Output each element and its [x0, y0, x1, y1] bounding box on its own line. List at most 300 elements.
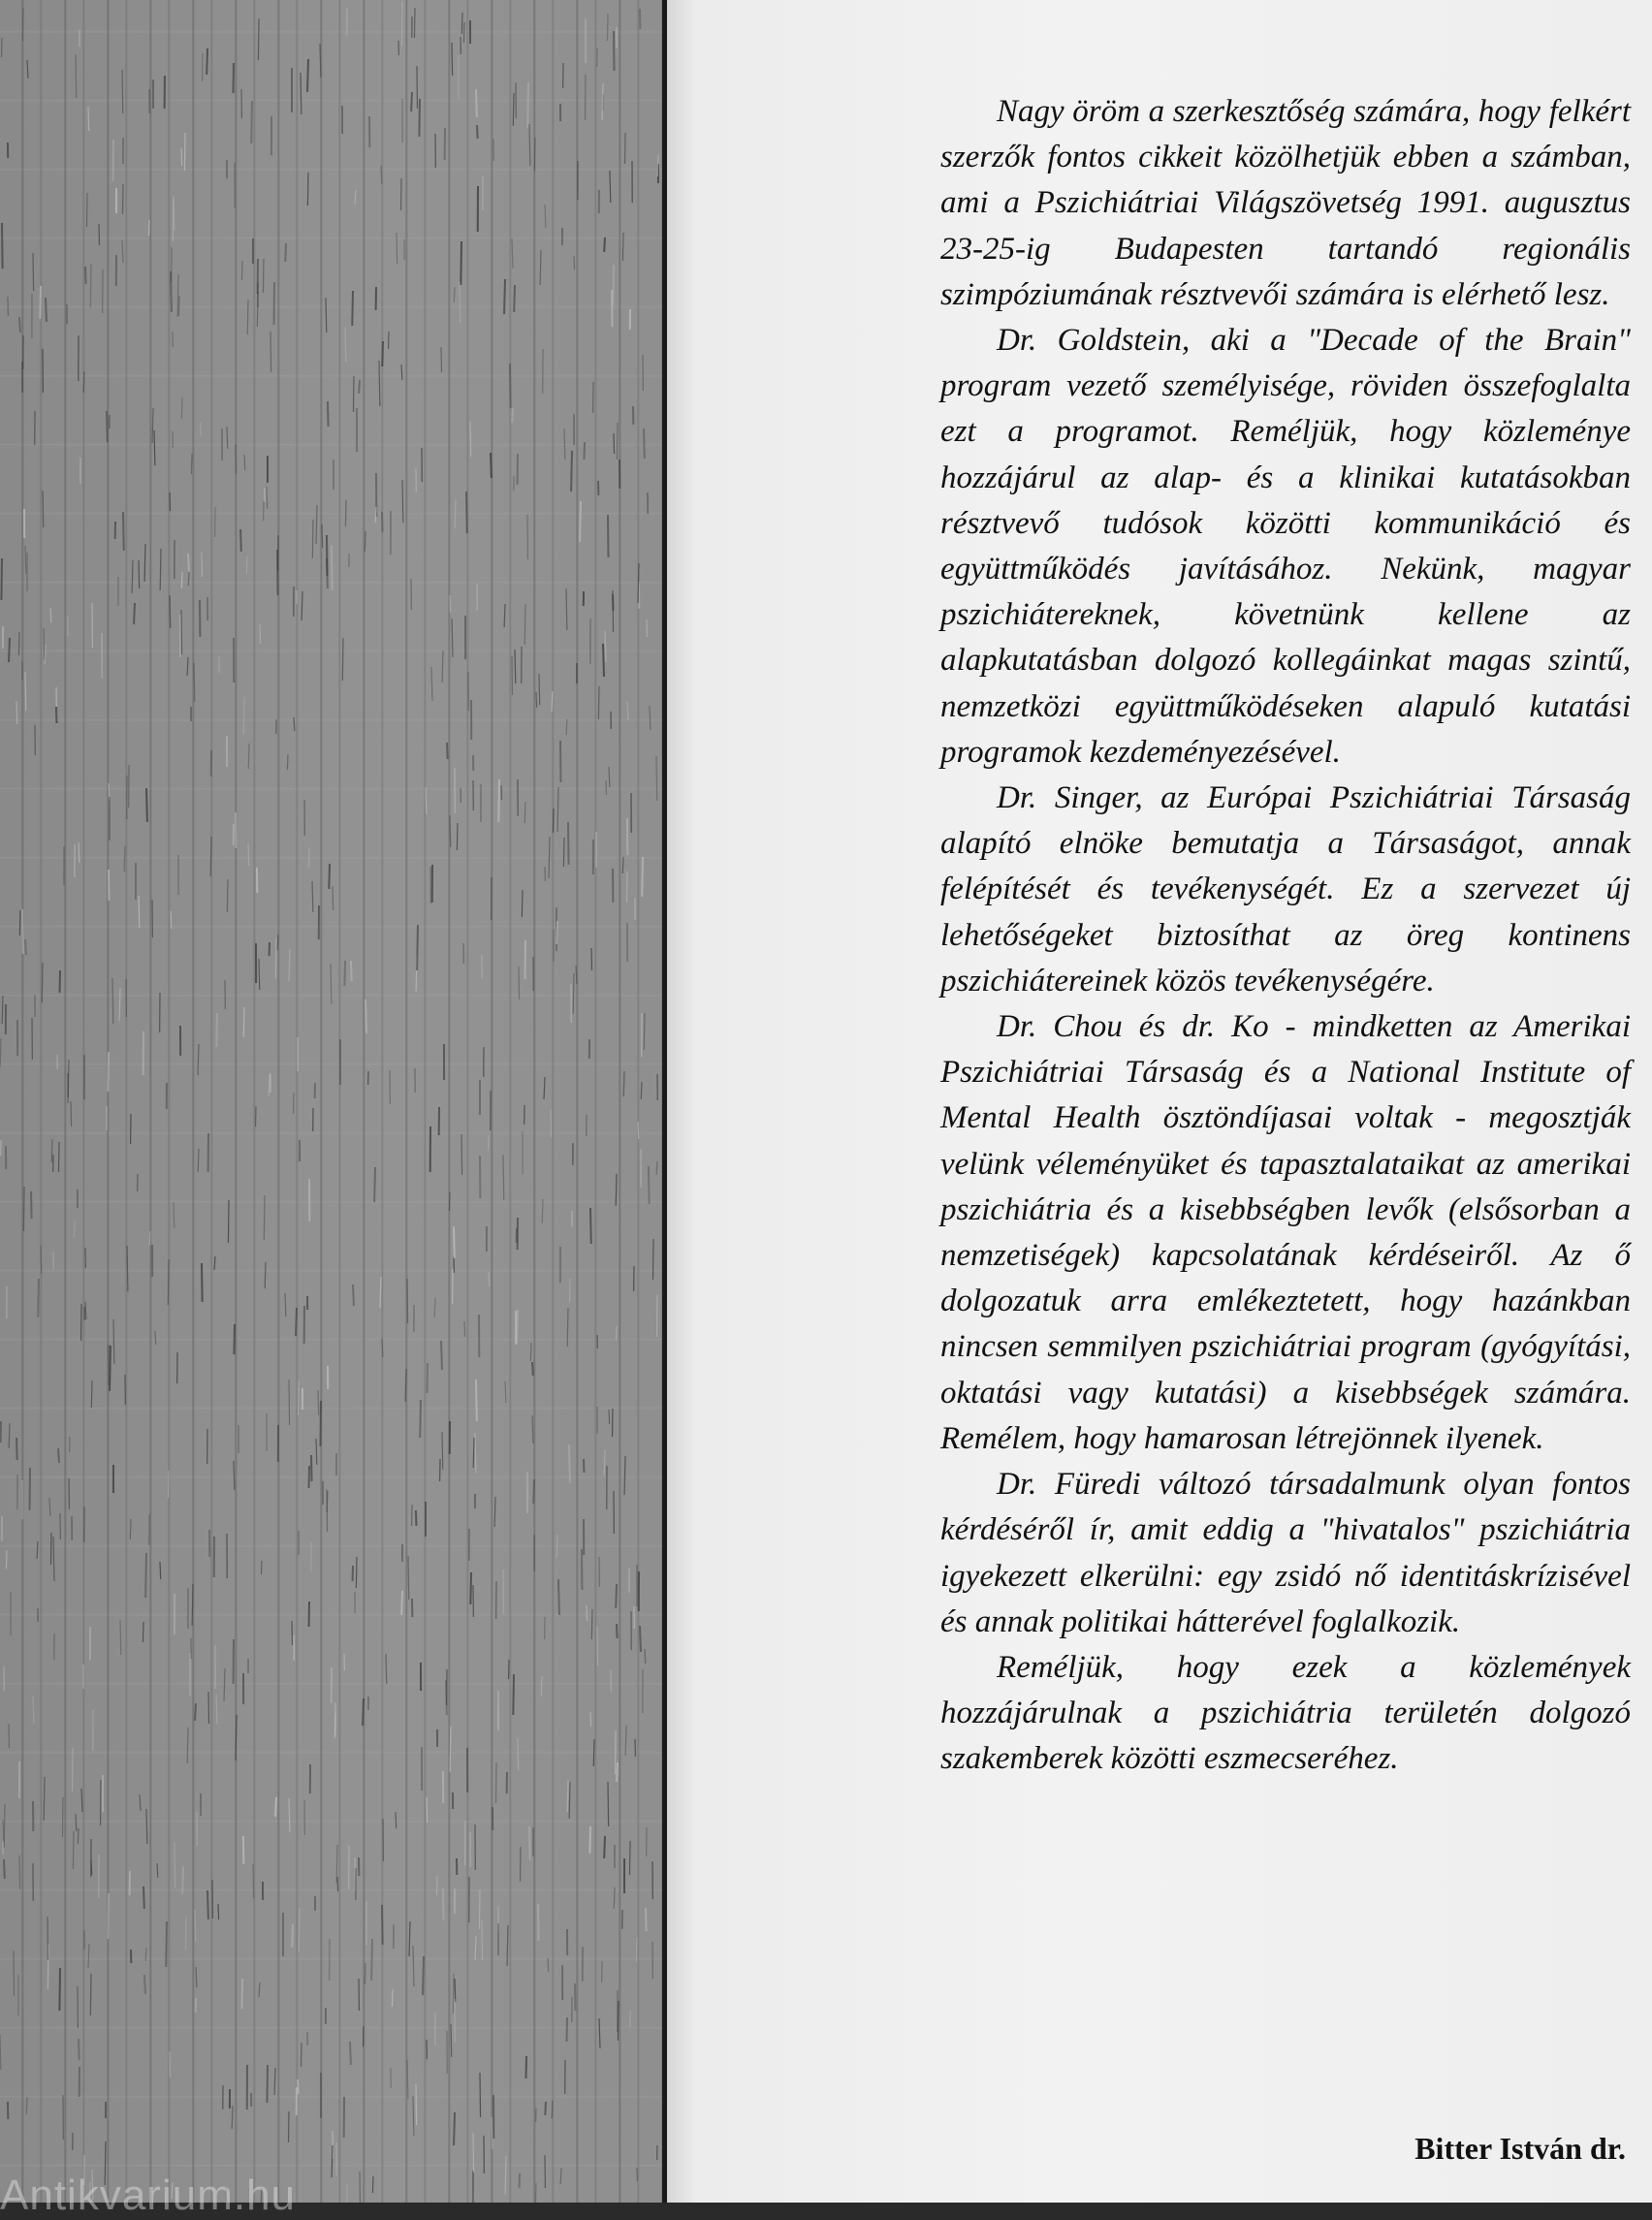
grain-streak: [470, 422, 471, 457]
grain-streak: [504, 604, 505, 627]
grain-streak: [244, 455, 245, 470]
grain-streak: [371, 1939, 372, 1981]
grain-streak: [396, 1812, 397, 1828]
grain-streak: [641, 1082, 642, 1099]
grain-streak: [270, 332, 271, 372]
grain-streak: [257, 292, 258, 327]
grain-streak: [539, 674, 540, 705]
paragraph-4: Dr. Chou és dr. Ko - mindketten az Amerikai Pszichiátriai Társaság és a National Institute of Mental Health ösztöndíjasai voltak - megosztják velünk véleményüket és tapasztalataikat az amerikai pszichiátria és a kisebbségben levők (elsősorban a nemzetiségek) kapcsolatának kérdéseiről. Az ő dolgozatuk arra emlékeztetett, hogy hazánkban nincsen semmilyen pszichiátriai program (gyógyítási, oktatási vagy kutatási) a kisebbségek számára. Remélem, hogy hamarosan létrejönnek ilyenek.: [940, 1004, 1631, 1462]
grain-streak: [402, 480, 403, 523]
grain-streak: [18, 632, 19, 655]
grain-streak: [33, 1696, 34, 1724]
grain-streak: [326, 298, 327, 333]
grain-streak: [622, 233, 623, 261]
grain-streak: [504, 279, 505, 314]
grain-streak: [491, 453, 492, 478]
grain-streak: [356, 1557, 357, 1588]
grain-streak: [327, 1489, 328, 1532]
grain-streak: [645, 1649, 646, 1664]
grain-streak: [267, 487, 268, 509]
grain-streak: [227, 879, 228, 912]
grain-streak: [503, 1155, 504, 1200]
grain-streak: [182, 1866, 183, 1894]
grain-streak: [566, 719, 567, 735]
grain-streak: [623, 1071, 624, 1096]
grain-streak: [248, 843, 249, 866]
grain-streak: [83, 371, 84, 393]
grain-streak: [450, 1727, 451, 1772]
grain-streak: [243, 697, 244, 735]
grain-streak: [289, 1798, 290, 1832]
grain-streak: [353, 376, 354, 412]
grain-streak: [608, 1782, 609, 1826]
grain-streak: [210, 837, 211, 876]
grain-streak: [589, 1826, 590, 1854]
grain-streak: [603, 644, 604, 677]
grain-streak: [470, 1572, 471, 1604]
grain-streak: [25, 546, 26, 574]
grain-streak: [19, 910, 20, 936]
grain-streak: [227, 427, 228, 449]
grain-streak: [518, 1738, 519, 1770]
grain-streak: [40, 286, 41, 319]
grain-streak: [51, 1139, 52, 1162]
grain-streak: [513, 1674, 514, 1715]
grain-streak: [145, 1948, 146, 1961]
grain-streak: [417, 925, 418, 970]
grain-streak: [656, 756, 657, 801]
grain-streak: [414, 8, 415, 38]
paragraph-3: Dr. Singer, az Európai Pszichiátriai Társaság alapító elnöke bemutatja a Társaságot, annak felépítését és tevékenységét. Ez a szervezet új lehetőségeket biztosíthat az öreg kontinens pszichiátereinek közös tevékenységére.: [940, 776, 1631, 1004]
grain-streak: [145, 1553, 146, 1598]
grain-streak: [455, 499, 456, 528]
grain-streak: [538, 1904, 539, 1941]
grain-streak: [76, 1814, 77, 1831]
grain-streak: [450, 595, 451, 613]
grain-streak: [258, 18, 259, 60]
grain-streak: [544, 1077, 545, 1099]
grain-streak: [541, 1676, 542, 1697]
grain-streak: [442, 650, 443, 682]
grain-streak: [198, 1044, 199, 1075]
grain-streak: [480, 2073, 481, 2117]
grain-streak: [1, 558, 2, 600]
grain-streak: [476, 89, 477, 117]
grain-streak: [195, 1910, 196, 1942]
grain-streak: [243, 1007, 244, 1037]
grain-streak: [475, 1936, 476, 1960]
grain-streak: [382, 1905, 383, 1945]
grain-streak: [265, 1262, 266, 1288]
author-signature: Bitter István dr.: [1414, 2131, 1626, 2167]
grain-streak: [652, 1239, 653, 1280]
grain-streak: [545, 2102, 546, 2115]
grain-streak: [488, 1135, 489, 1150]
grain-streak: [350, 2042, 351, 2065]
grain-streak: [299, 1908, 300, 1952]
grain-streak: [529, 1826, 530, 1860]
grain-streak: [604, 1449, 605, 1475]
grain-streak: [642, 857, 643, 897]
grain-streak: [26, 2097, 27, 2114]
grain-streak: [337, 1877, 338, 1891]
grain-streak: [53, 1537, 54, 1581]
grain-streak: [573, 973, 574, 1014]
grain-streak: [587, 1605, 588, 1621]
grain-streak: [434, 1298, 435, 1317]
grain-streak: [407, 2060, 408, 2099]
grain-streak: [381, 166, 382, 184]
grain-streak: [90, 264, 91, 307]
grain-streak: [598, 686, 599, 719]
grain-streak: [90, 1974, 91, 2015]
grain-streak: [460, 282, 461, 323]
grain-streak: [413, 2096, 414, 2136]
grain-streak: [253, 1864, 254, 1898]
grain-streak: [420, 1400, 421, 1438]
grain-streak: [285, 1293, 286, 1316]
grain-streak: [359, 380, 360, 394]
grain-streak: [269, 1074, 270, 1096]
grain-streak: [411, 92, 412, 111]
grain-streak: [25, 672, 26, 711]
grain-streak: [409, 1921, 410, 1956]
grain-streak: [248, 744, 249, 769]
grain-streak: [122, 240, 123, 263]
grain-streak: [0, 1038, 1, 1067]
grain-streak: [38, 1279, 39, 1317]
grain-streak: [196, 1967, 197, 1987]
grain-streak: [363, 1698, 364, 1726]
grain-streak: [108, 1893, 109, 1939]
grain-streak: [365, 999, 366, 1033]
grain-streak: [157, 1863, 158, 1878]
grain-streak: [413, 1946, 414, 1986]
grain-streak: [638, 1122, 639, 1139]
grain-streak: [171, 911, 172, 929]
grain-streak: [568, 822, 569, 865]
grain-streak: [436, 1876, 437, 1895]
grain-streak: [294, 717, 295, 731]
grain-streak: [650, 706, 651, 730]
grain-streak: [143, 1887, 144, 1909]
grain-streak: [614, 1887, 615, 1909]
grain-streak: [590, 1208, 591, 1244]
grain-streak: [625, 1726, 626, 1756]
grain-streak: [629, 1841, 630, 1875]
grain-streak: [85, 1302, 86, 1319]
grain-streak: [606, 780, 607, 795]
grain-streak: [556, 921, 557, 944]
grain-streak: [113, 1319, 114, 1364]
grain-streak: [514, 285, 515, 312]
grain-streak: [311, 1455, 312, 1481]
grain-streak: [614, 433, 615, 454]
grain-streak: [168, 1259, 169, 1305]
grain-streak: [454, 2112, 455, 2145]
grain-streak: [382, 1339, 383, 1357]
grain-streak: [191, 454, 192, 474]
grain-streak: [453, 1974, 454, 2014]
grain-streak: [617, 423, 618, 460]
grain-streak: [307, 173, 308, 206]
grain-streak: [240, 529, 241, 552]
grain-streak: [174, 196, 175, 231]
grain-streak: [22, 8, 23, 42]
grain-streak: [416, 2084, 417, 2125]
grain-streak: [74, 1221, 75, 1237]
grain-streak: [122, 70, 123, 113]
grain-streak: [160, 549, 161, 590]
grain-streak: [181, 148, 182, 166]
grain-streak: [382, 341, 383, 366]
grain-streak: [228, 1200, 229, 1243]
grain-streak: [216, 1013, 217, 1047]
grain-streak: [289, 949, 290, 981]
grain-streak: [342, 638, 343, 681]
grain-streak: [461, 13, 462, 34]
grain-streak: [558, 1579, 559, 1615]
grain-streak: [351, 961, 352, 981]
grain-streak: [609, 767, 610, 787]
grain-streak: [19, 317, 20, 333]
grain-streak: [405, 1369, 406, 1402]
grain-streak: [529, 124, 530, 166]
grain-streak: [188, 571, 189, 586]
grain-streak: [108, 1052, 109, 1092]
grain-streak: [494, 1497, 495, 1527]
grain-streak: [202, 1263, 203, 1302]
watermark: Antikvarium.hu: [0, 2172, 296, 2220]
grain-streak: [644, 428, 645, 459]
grain-streak: [312, 881, 313, 912]
grain-streak: [216, 1695, 217, 1724]
grain-streak: [139, 560, 140, 588]
grain-streak: [401, 365, 402, 380]
grain-streak: [207, 1890, 208, 1919]
grain-streak: [505, 1381, 506, 1403]
grain-streak: [23, 1187, 24, 1231]
grain-streak: [292, 1924, 293, 1948]
grain-streak: [296, 1308, 297, 1336]
grain-streak: [408, 1556, 409, 1600]
grain-streak: [292, 1621, 293, 1645]
grain-streak: [6, 1550, 7, 1569]
grain-streak: [556, 1535, 557, 1558]
grain-streak: [605, 631, 606, 662]
editorial-article: [940, 89, 1631, 1783]
grain-streak: [275, 1797, 276, 1817]
grain-streak: [27, 60, 28, 79]
grain-streak: [332, 546, 333, 590]
grain-streak: [160, 1562, 161, 1579]
grain-streak: [181, 397, 182, 419]
grain-streak: [646, 1908, 647, 1931]
grain-streak: [475, 1433, 476, 1473]
grain-streak: [604, 238, 605, 252]
grain-streak: [2, 223, 3, 269]
grain-streak: [234, 1324, 235, 1354]
grain-streak: [345, 500, 346, 526]
grain-streak: [473, 1438, 474, 1468]
grain-streak: [140, 1794, 141, 1811]
grain-streak: [656, 1161, 657, 1175]
grain-streak: [301, 73, 302, 114]
grain-streak: [530, 1343, 531, 1361]
grain-streak: [451, 2024, 452, 2057]
grain-streak: [602, 83, 603, 120]
grain-streak: [569, 1444, 570, 1483]
grain-streak: [148, 220, 149, 236]
grain-streak: [174, 1202, 175, 1228]
grain-streak: [241, 1979, 242, 2009]
grain-streak: [463, 22, 464, 43]
grain-streak: [274, 2068, 275, 2095]
grain-streak: [517, 1310, 518, 1344]
grain-streak: [590, 1712, 591, 1727]
grain-streak: [185, 1917, 186, 1950]
grain-streak: [43, 491, 44, 527]
grain-streak: [527, 82, 528, 128]
grain-streak: [610, 171, 611, 203]
grain-streak: [236, 1715, 237, 1760]
grain-streak: [536, 692, 537, 708]
grain-streak: [322, 524, 323, 548]
grain-streak: [482, 1920, 483, 1960]
grain-streak: [419, 99, 420, 137]
grain-streak: [112, 978, 113, 1024]
grain-streak: [91, 1380, 92, 1408]
grain-streak: [609, 1410, 610, 1424]
grain-streak: [657, 155, 658, 176]
grain-streak: [533, 1479, 534, 1504]
grain-streak: [495, 1762, 496, 1803]
grain-streak: [144, 544, 145, 582]
grain-streak: [441, 1341, 442, 1370]
grain-streak: [4, 1859, 5, 1879]
grain-streak: [289, 1380, 290, 1425]
grain-streak: [37, 1541, 38, 1559]
grain-streak: [76, 54, 77, 98]
grain-streak: [535, 2183, 536, 2203]
grain-streak: [109, 1345, 110, 1385]
grain-streak: [382, 512, 383, 532]
grain-streak: [452, 43, 453, 76]
grain-streak: [218, 1904, 219, 1919]
grain-streak: [477, 125, 478, 139]
grain-streak: [134, 603, 135, 624]
grain-streak: [331, 964, 332, 1004]
grain-streak: [287, 754, 288, 770]
grain-streak: [557, 787, 558, 832]
grain-streak: [372, 2176, 373, 2193]
grain-streak: [123, 512, 124, 551]
grain-streak: [298, 1380, 299, 1415]
grain-streak: [560, 2168, 561, 2184]
grain-streak: [166, 1921, 167, 1967]
grain-streak: [426, 787, 427, 814]
grain-streak: [591, 1609, 592, 1639]
grain-streak: [78, 1828, 79, 1844]
grain-streak: [9, 1423, 10, 1448]
grain-streak: [571, 451, 572, 492]
grain-streak: [285, 243, 286, 262]
grain-streak: [640, 1626, 641, 1652]
grain-streak: [44, 1777, 45, 1821]
grain-streak: [519, 967, 520, 999]
grain-streak: [442, 1432, 443, 1470]
grain-streak: [251, 101, 252, 143]
grain-streak: [505, 2156, 506, 2195]
grain-streak: [181, 572, 182, 588]
grain-streak: [50, 608, 51, 622]
grain-streak: [144, 1975, 145, 1994]
grain-streak: [88, 1944, 89, 1968]
grain-streak: [584, 442, 585, 460]
grain-streak: [612, 290, 613, 327]
grain-streak: [139, 896, 140, 928]
grain-streak: [275, 938, 276, 978]
grain-streak: [576, 966, 577, 984]
grain-streak: [71, 1101, 72, 1126]
grain-streak: [59, 1968, 60, 2011]
grain-streak: [507, 1925, 508, 1966]
grain-streak: [44, 628, 45, 660]
grain-streak: [261, 1561, 262, 1574]
grain-streak: [177, 274, 178, 317]
grain-streak: [498, 779, 499, 822]
grain-streak: [198, 1149, 199, 1172]
grain-streak: [423, 1956, 424, 1995]
grain-streak: [33, 253, 34, 291]
grain-streak: [476, 1380, 477, 1421]
grain-streak: [264, 1195, 265, 1240]
grain-streak: [14, 1950, 15, 1996]
paragraph-1: Nagy öröm a szerkesztőség számára, hogy felkért szerzők fontos cikkeit közölhetjük ebben a számban, ami a Pszichiátriai Világszövetség 1991. augusztus 23-25-ig Budapesten tartandó regionális szimpóziumának résztvevői számára is elérhető lesz.: [940, 89, 1631, 318]
grain-streak: [327, 558, 328, 588]
grain-streak: [431, 667, 432, 701]
paragraph-2: Dr. Goldstein, aki a "Decade of the Brain" program vezető személyisége, röviden összefoglalta ezt a programot. Reméljük, hogy közleménye hozzájárul az alap- és a klinikai kutatásokban résztvevő tudósok közötti kommunikáció és együttműködés javításához. Nekünk, magyar pszichiátereknek, követnünk kellene az alapkutatásban dolgozó kollegáinkat magas szintű, nemzetközi együttműködéseken alapuló kutatási programok kezdeményezésével.: [940, 318, 1631, 776]
grain-streak: [353, 1284, 354, 1306]
grain-streak: [479, 1889, 480, 1929]
grain-streak: [593, 1739, 594, 1766]
grain-streak: [2, 996, 3, 1024]
grain-streak: [234, 1461, 235, 1490]
grain-streak: [473, 2133, 474, 2172]
grain-streak: [49, 1498, 50, 1516]
grain-streak: [624, 1456, 625, 1495]
grain-streak: [454, 287, 455, 302]
grain-streak: [532, 1362, 533, 1376]
grain-streak: [644, 1013, 645, 1050]
grain-streak: [241, 261, 242, 280]
grain-streak: [332, 2145, 333, 2177]
grain-streak: [232, 2106, 233, 2129]
grain-streak: [569, 1782, 570, 1819]
grain-streak: [407, 1279, 408, 1323]
grain-streak: [132, 560, 133, 593]
book-cover-left: [0, 0, 662, 2203]
grain-streak: [277, 935, 278, 950]
grain-streak: [636, 1937, 637, 1962]
grain-streak: [580, 501, 581, 542]
grain-streak: [130, 1519, 131, 1539]
grain-streak: [532, 1415, 533, 1443]
grain-streak: [195, 1703, 196, 1721]
grain-streak: [307, 59, 308, 92]
grain-streak: [427, 1797, 428, 1823]
paragraph-5: Dr. Füredi változó társadalmunk olyan fontos kérdéséről ír, amit eddig a "hivatalos" pszichiátria igyekezett elkerülni: egy zsidó nő identitáskrízisével és annak politikai hátterével foglalkozik.: [940, 1462, 1631, 1645]
